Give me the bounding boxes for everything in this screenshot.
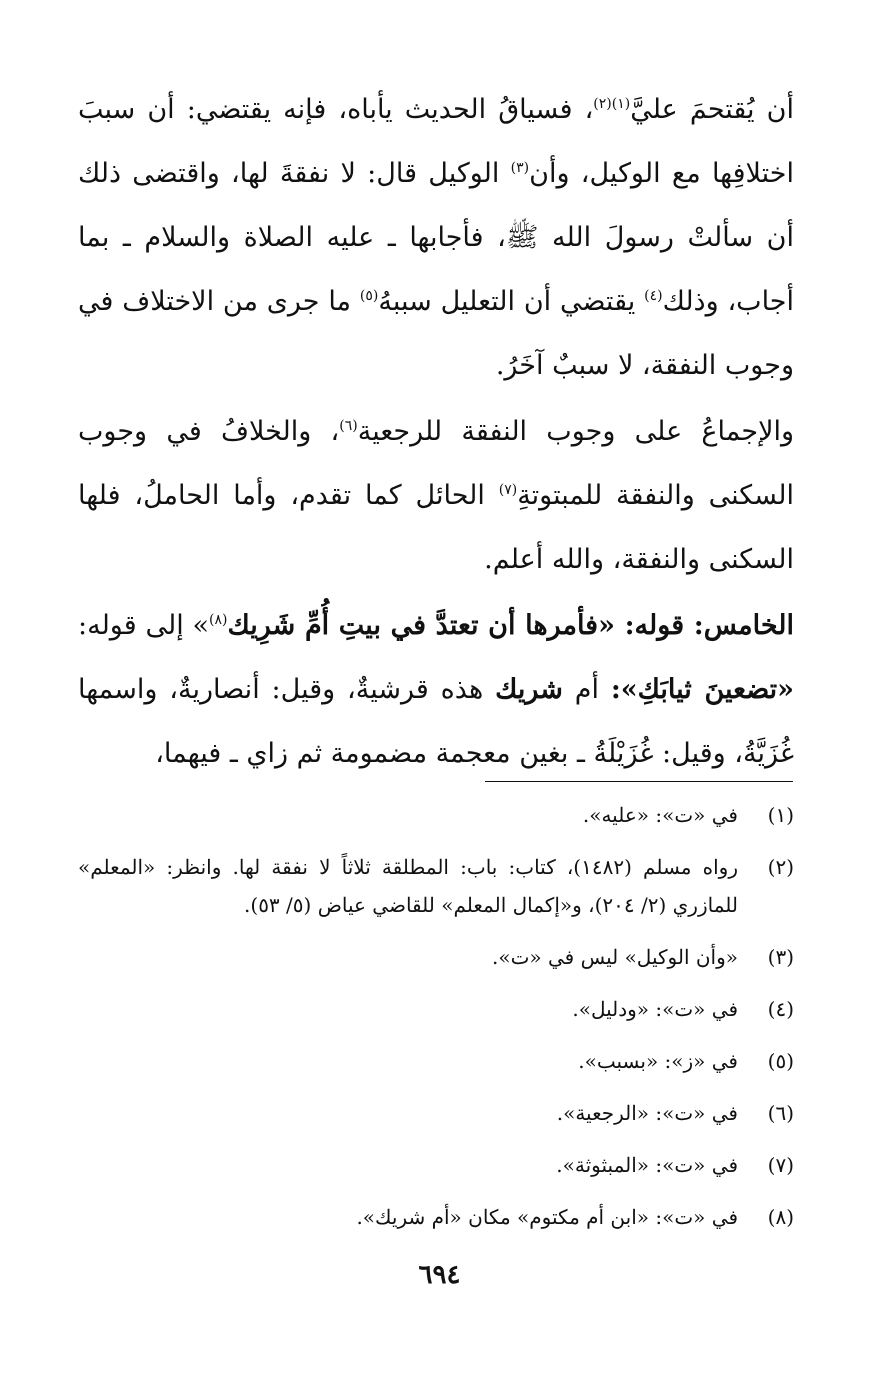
text-segment: الخامس: قوله: «فأمرها أن تعتدَّ في بيتِ أُمِّ شَرِيك [227,610,794,641]
footnote [78,848,794,924]
footnote-number: (٧) [767,1153,794,1177]
footnote-number: (٨) [767,1205,794,1229]
text-segment: » إلى قوله: [78,610,210,641]
footnotes-list [78,796,794,1250]
footnote-marker: (٥) [359,288,379,304]
text-segment: يقتضي أن التعليل سببهُ [378,286,645,317]
text-segment: شريك [495,674,563,705]
footnote-marker: (٣) [510,160,530,176]
footnote-marker: (٦) [339,418,358,434]
footnote-number: (٣) [767,945,794,969]
footnote-separator [485,781,793,782]
footnote-number: (٥) [767,1049,794,1073]
footnote [78,1146,794,1184]
footnote [78,1094,794,1132]
footnote-marker: (٨) [209,612,228,628]
text-segment: أم [562,674,611,705]
text-segment: والإجماعُ على وجوب النفقة للرجعية [357,416,795,447]
footnote-text: في «ت»: «ابن أم مكتوم» مكان «أم شريك». [356,1205,738,1229]
paragraph [78,400,794,592]
footnote-marker: (١)(٢) [593,96,631,112]
footnote-text: في «ت»: «ودليل». [572,997,738,1021]
text-segment: ، فسياقُ الحديث يأباه، فإنه يقتضي: أن سببَ اختلافِها مع الوكيل، وأن [78,94,794,189]
footnote-number: (٤) [767,997,794,1021]
footnote-marker: (٤) [644,288,663,304]
text-segment: هذه قرشيةٌ، وقيل: أنصاريةٌ، واسمها غُزَيَّةُ، وقيل: غُزَيْلَةُ ـ بغين معجمة مضمومة ثم زاي ـ فيهما، [78,674,794,769]
text-segment: أن يُقتحمَ عليَّ [630,94,794,125]
text-segment: ، والخلافُ في وجوب السكنى والنفقة للمبتوتةِ [78,416,794,511]
footnote-text: رواه مسلم (١٤٨٢)، كتاب: باب: المطلقة ثلاثاً لا نفقة لها. وانظر: «المعلم» للمازري (٢/ ٢٠٤)، و«إكمال المعلم» للقاضي عياض (٥/ ٥٣). [78,855,738,917]
text-segment: ما جرى من الاختلاف في وجوب النفقة، لا سببٌ آخَرُ. [78,286,794,381]
footnote-marker: (٧) [498,482,518,498]
footnote-text: في «ت»: «المبثوثة». [556,1153,738,1177]
footnote [78,1198,794,1236]
footnote [78,938,794,976]
text-segment: «تضعينَ ثيابَكِ»: [610,674,795,705]
paragraph [78,594,794,786]
footnote-text: في «ت»: «عليه». [582,803,738,827]
footnote-number: (١) [767,803,794,827]
paragraph [78,78,794,398]
text-segment: الحائل كما تقدم، وأما الحاملُ، فلها السكنى والنفقة، والله أعلم. [78,480,794,575]
footnote [78,990,794,1028]
footnote-number: (٢) [767,855,794,879]
footnote-text: في «ت»: «الرجعية». [556,1101,738,1125]
footnote-text: «وأن الوكيل» ليس في «ت». [491,945,738,969]
main-text [78,78,794,786]
footnote [78,796,794,834]
text-segment: الوكيل قال: لا نفقةَ لها، واقتضى ذلك أن سألتْ رسولَ الله ﷺ، فأجابها ـ عليه الصلاة والسلام ـ بما أجاب، وذلك [78,158,794,317]
page-number: ٦٩٤ [418,1260,461,1290]
footnote [78,1042,794,1080]
footnote-number: (٦) [767,1101,794,1125]
footnote-text: في «ز»: «بسبب». [578,1049,738,1073]
